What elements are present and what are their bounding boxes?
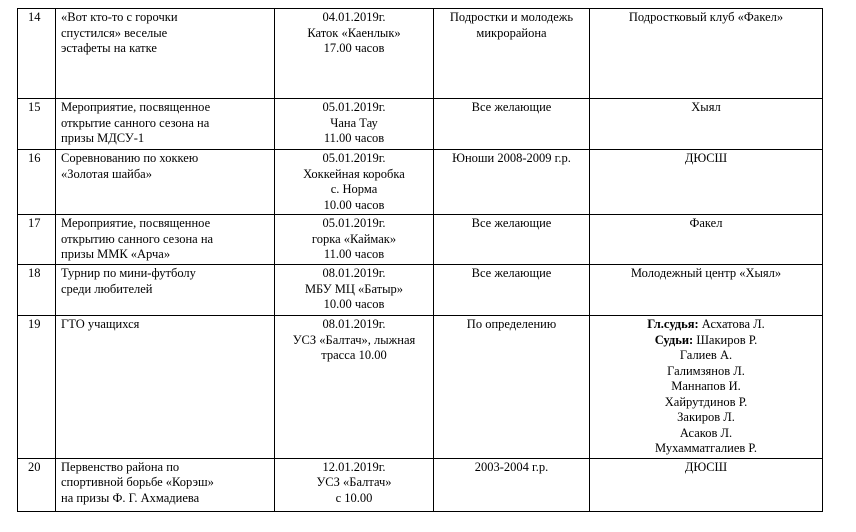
event-responsible: Факел <box>590 215 823 265</box>
judge-name: Галимзянов Л. <box>667 363 745 378</box>
event-date-place: 12.01.2019г. УСЗ «Балтач» с 10.00 <box>275 458 434 511</box>
event-name: Мероприятие, посвященное открытие санного сезона на призы МДСУ-1 <box>56 99 275 150</box>
judge-name: Маннапов И. <box>671 379 741 393</box>
row-number: 14 <box>18 9 56 99</box>
row-number: 20 <box>18 458 56 511</box>
event-name: «Вот кто-то с горочки спустился» веселые эстафеты на катке <box>56 9 275 99</box>
table-row <box>18 316 823 459</box>
event-responsible: ДЮСШ <box>590 150 823 215</box>
row-number: 19 <box>18 316 56 459</box>
row-number: 15 <box>18 99 56 150</box>
event-date-place: 05.01.2019г. Хоккейная коробка с. Норма 10.00 часов <box>275 150 434 215</box>
event-date-place: 08.01.2019г. МБУ МЦ «Батыр» 10.00 часов <box>275 265 434 316</box>
chief-judge: Гл.судья: Асхатова Л. <box>647 317 765 331</box>
event-name: Соревнованию по хоккею «Золотая шайба» <box>56 150 275 215</box>
event-participants: Подростки и молодежь микрорайона <box>434 9 590 99</box>
table-row <box>18 458 823 511</box>
event-judges <box>590 316 823 459</box>
event-date-place: 05.01.2019г. горка «Каймак» 11.00 часов <box>275 215 434 265</box>
table-row <box>18 9 823 99</box>
judges-line: Судьи: Шакиров Р. <box>654 332 758 347</box>
event-name: Первенство района по спортивной борьбе «Корэш» на призы Ф. Г. Ахмадиева <box>56 458 275 511</box>
event-name: ГТО учащихся <box>56 316 275 459</box>
event-date-place: 05.01.2019г. Чана Тау 11.00 часов <box>275 99 434 150</box>
table-row <box>18 215 823 265</box>
event-participants: Все желающие <box>434 215 590 265</box>
event-participants: Юноши 2008-2009 г.р. <box>434 150 590 215</box>
table-row <box>18 99 823 150</box>
row-number: 18 <box>18 265 56 316</box>
event-name: Турнир по мини-футболу среди любителей <box>56 265 275 316</box>
row-number: 17 <box>18 215 56 265</box>
judge-name: Галиев А. <box>679 348 733 362</box>
event-participants: Все желающие <box>434 265 590 316</box>
event-date-place: 08.01.2019г. УСЗ «Балтач», лыжная трасса 10.00 <box>275 316 434 459</box>
event-participants: Все желающие <box>434 99 590 150</box>
judge-name: Закиров Л. <box>677 410 735 424</box>
event-responsible: ДЮСШ <box>590 458 823 511</box>
judge-name: Асаков Л. <box>679 425 733 440</box>
event-participants: По определению <box>434 316 590 459</box>
event-date-place: 04.01.2019г. Каток «Каенлык» 17.00 часов <box>275 9 434 99</box>
event-responsible: Хыял <box>590 99 823 150</box>
table-row <box>18 265 823 316</box>
event-participants: 2003-2004 г.р. <box>434 458 590 511</box>
table-row <box>18 150 823 215</box>
row-number: 16 <box>18 150 56 215</box>
judge-name: Мухамматгалиев Р. <box>655 441 757 455</box>
judge-name: Хайрутдинов Р. <box>664 394 748 409</box>
event-responsible: Подростковый клуб «Факел» <box>590 9 823 99</box>
event-responsible: Молодежный центр «Хыял» <box>590 265 823 316</box>
events-table <box>17 8 823 512</box>
event-name: Мероприятие, посвященное открытию санного сезона на призы ММК «Арча» <box>56 215 275 265</box>
